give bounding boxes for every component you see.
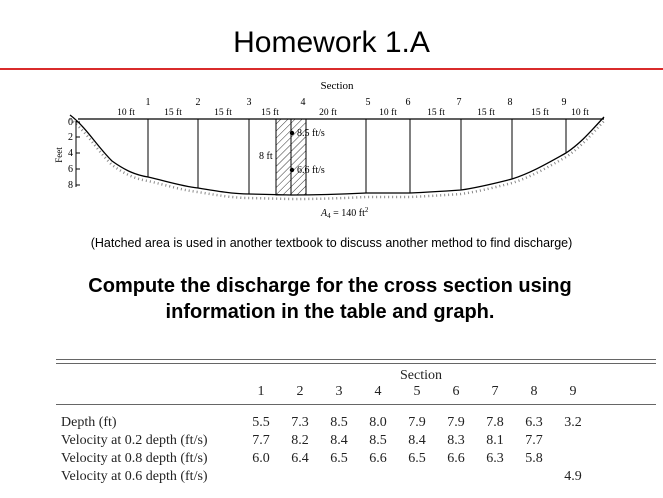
section-number: 6 <box>452 384 460 399</box>
spacing-label: 10 ft <box>379 108 397 118</box>
figure-section-label: Section <box>320 80 354 92</box>
bed-texture <box>70 119 604 199</box>
section-number: 9 <box>569 384 577 399</box>
table-cell: 6.6 <box>447 451 465 466</box>
table-cell: 7.3 <box>291 415 309 430</box>
table-cell: 6.4 <box>291 451 309 466</box>
vertical-number: 5 <box>365 97 371 108</box>
question-line-1: Compute the discharge for the cross section using <box>88 275 572 297</box>
row-label: Velocity at 0.8 depth (ft/s) <box>61 451 208 466</box>
vertical-number: 3 <box>246 97 252 108</box>
table-cell: 6.6 <box>369 451 387 466</box>
spacing-label: 15 ft <box>427 108 445 118</box>
table-cell: 8.5 <box>330 415 348 430</box>
table-cell: 8.5 <box>369 433 387 448</box>
vertical-number: 2 <box>195 97 201 108</box>
spacing-label: 10 ft <box>117 108 135 118</box>
data-table <box>56 356 656 492</box>
table-cell: 8.2 <box>291 433 309 448</box>
table-cell: 8.0 <box>369 415 387 430</box>
depth-axis-ticks <box>76 122 80 185</box>
area-annotation: $A_4 = 140$ $ft^2$ <box>321 206 369 220</box>
depth-tick-label: 4 <box>68 148 73 159</box>
section-number: 2 <box>296 384 304 399</box>
table-cell: 7.7 <box>525 433 543 448</box>
section-number: 8 <box>530 384 538 399</box>
table-cell: 8.1 <box>486 433 504 448</box>
table-header-rule <box>56 404 656 405</box>
depth-axis-label: Feet <box>54 147 64 163</box>
vertical-number: 7 <box>456 97 462 108</box>
table-cell: 6.0 <box>252 451 270 466</box>
vertical-number: 1 <box>145 97 151 108</box>
spacing-label: 15 ft <box>214 108 232 118</box>
table-cell: 8.4 <box>330 433 348 448</box>
section-number: 7 <box>491 384 499 399</box>
velocity-point-upper <box>290 131 294 135</box>
table-cell: 4.9 <box>564 469 582 484</box>
table-cell: 8.3 <box>447 433 465 448</box>
question-heading <box>30 273 630 325</box>
table-top-rule <box>56 359 656 360</box>
depth-annotation: 8 ft <box>259 151 273 162</box>
depth-tick-label: 6 <box>68 164 73 175</box>
table-section-header: Section <box>400 368 442 383</box>
depth-tick-label: 2 <box>68 132 73 143</box>
vertical-number: 9 <box>561 97 567 108</box>
row-label: Velocity at 0.2 depth (ft/s) <box>61 433 208 448</box>
velocity-lower-label: 6.6 ft/s <box>297 165 325 176</box>
spacing-label: 15 ft <box>477 108 495 118</box>
row-label: Velocity at 0.6 depth (ft/s) <box>61 469 208 484</box>
row-label: Depth (ft) <box>61 415 117 430</box>
spacing-label: 10 ft <box>571 108 589 118</box>
depth-tick-label: 8 <box>68 180 73 191</box>
spacing-label: 15 ft <box>531 108 549 118</box>
velocity-point-lower <box>290 168 294 172</box>
title-divider <box>0 68 663 70</box>
table-cell: 6.3 <box>525 415 543 430</box>
vertical-number: 8 <box>507 97 513 108</box>
section-number: 1 <box>257 384 265 399</box>
channel-bed <box>70 115 604 195</box>
vertical-number: 6 <box>405 97 411 108</box>
table-cell: 7.9 <box>447 415 465 430</box>
figure-note: (Hatched area is used in another textbook to discuss another method to find discharge) <box>90 236 573 250</box>
section-number: 5 <box>413 384 421 399</box>
depth-tick-label: 0 <box>68 117 73 128</box>
table-top-rule-double <box>56 363 656 364</box>
table-cell: 5.8 <box>525 451 543 466</box>
table-cell: 8.4 <box>408 433 426 448</box>
table-cell: 6.5 <box>330 451 348 466</box>
vertical-number: 4 <box>300 97 306 108</box>
table-cell: 7.7 <box>252 433 270 448</box>
table-cell: 3.2 <box>564 415 582 430</box>
section-number: 3 <box>335 384 343 399</box>
slide-title: Homework 1.A <box>233 26 430 59</box>
table-cell: 6.3 <box>486 451 504 466</box>
cross-section-figure <box>56 75 616 235</box>
question-line-2: information in the table and graph. <box>165 301 495 323</box>
spacing-label: 20 ft <box>319 108 337 118</box>
table-cell: 6.5 <box>408 451 426 466</box>
spacing-label: 15 ft <box>261 108 279 118</box>
section-verticals <box>148 119 566 195</box>
table-cell: 7.8 <box>486 415 504 430</box>
section-number: 4 <box>374 384 382 399</box>
velocity-upper-label: 8.5 ft/s <box>297 128 325 139</box>
table-cell: 7.9 <box>408 415 426 430</box>
spacing-label: 15 ft <box>164 108 182 118</box>
table-cell: 5.5 <box>252 415 270 430</box>
